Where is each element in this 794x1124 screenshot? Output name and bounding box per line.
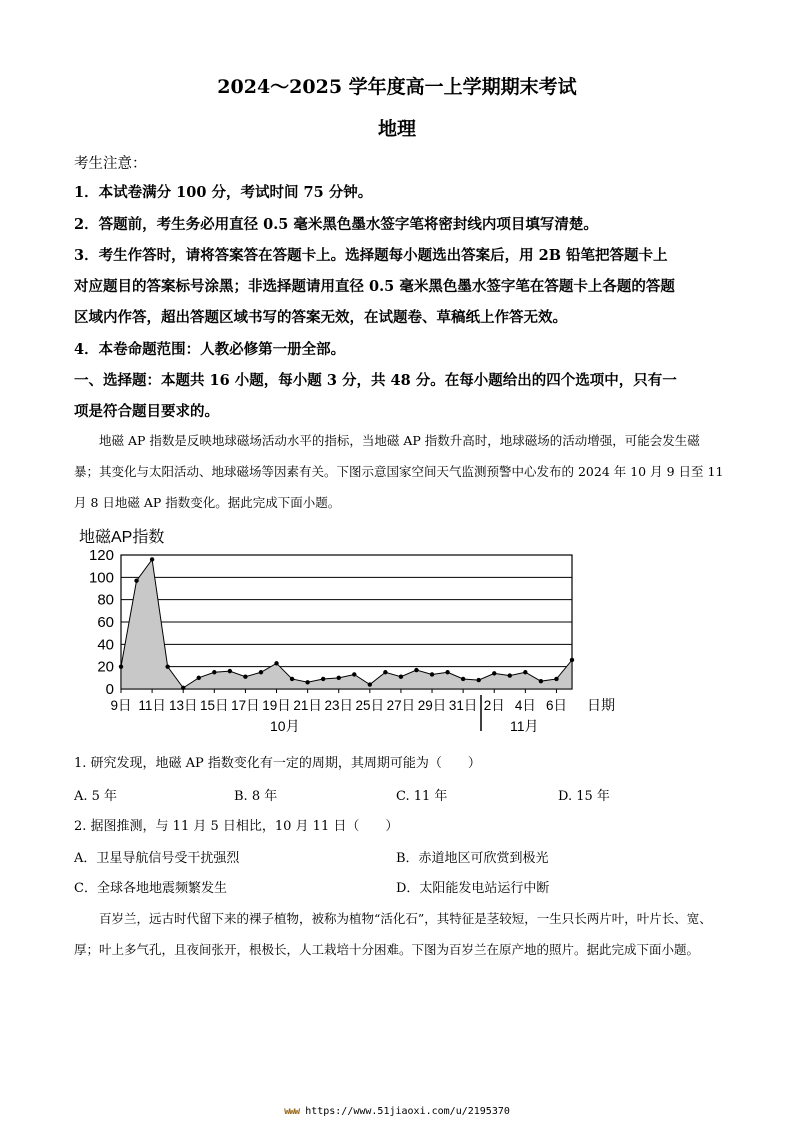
section-heading-line2: 项是符合题目要求的。 [74, 403, 219, 420]
data-point [274, 661, 278, 665]
q1-option-b: B. 8 年 [234, 789, 278, 804]
notes-heading: 考生注意： [74, 156, 147, 172]
passage-ap-index: 地磁 AP 指数是反映地球磁场活动水平的指标，当地磁 AP 指数升高时，地球磁场的活动增强，可能会发生磁暴；其变化与太阳活动、地球磁场等因素有关。下图示意国家空间天气监测预警中心发布的 2024 年 10 月 9 日至 11 月 8 日地磁 AP 指数变化。据此完成下面小题。 [74, 433, 724, 510]
x-tick-label: 31日 [448, 698, 478, 713]
data-point [539, 679, 543, 683]
note-item-4: 4．本卷命题范围：人教必修第一册全部。 [74, 341, 346, 358]
data-point [321, 677, 325, 681]
x-tick-label: 13日 [168, 698, 198, 713]
q1-option-d: D. 15 年 [558, 789, 610, 804]
data-point [165, 664, 169, 668]
subject-title: 地理 [377, 118, 416, 140]
question-1: 1. 研究发现，地磁 AP 指数变化有一定的周期，其周期可能为（ ） [74, 756, 481, 771]
data-point [228, 669, 232, 673]
q2-option-b: B．赤道地区可欣赏到极光 [396, 851, 549, 866]
y-tick-label: 80 [97, 591, 114, 609]
y-tick-label: 100 [88, 569, 114, 587]
data-point [570, 658, 574, 662]
x-tick-label: 15日 [200, 698, 229, 713]
exam-title: 2024～2025 学年度高一上学期期末考试 [217, 76, 577, 98]
x-tick-label: 17日 [231, 698, 260, 713]
ap-area [121, 559, 572, 689]
q1-option-c: C. 11 年 [396, 789, 448, 804]
data-point [337, 676, 341, 680]
note-item-3-cont2: 区域内作答，超出答题区域书写的答案无效，在试题卷、草稿纸上作答无效。 [74, 309, 567, 326]
x-tick-label: 25日 [355, 698, 385, 713]
y-tick-label: 120 [88, 547, 114, 564]
data-point [150, 557, 154, 561]
data-point [523, 670, 527, 674]
y-tick-label: 20 [97, 658, 114, 676]
data-point [399, 675, 403, 679]
x-tick-label: 19日 [262, 698, 291, 713]
question-2: 2. 据图推测，与 11 月 5 日相比，10 月 11 日（ ） [74, 819, 399, 834]
page-footer [0, 1106, 794, 1117]
data-point [243, 675, 247, 679]
x-tick-label: 2日 [483, 698, 505, 713]
data-point [461, 677, 465, 681]
data-point [197, 676, 201, 680]
data-point [383, 670, 387, 674]
data-point [352, 672, 356, 676]
footer-logo: www [284, 1106, 300, 1117]
x-tick-label: 4日 [514, 698, 536, 713]
q2-option-c: C．全球各地地震频繁发生 [74, 881, 227, 896]
note-item-3: 3．考生作答时，请将答案答在答题卡上。选择题每小题选出答案后，用 2B 铅笔把答题卡上 [74, 247, 668, 264]
chart-title: 地磁AP指数 [79, 529, 165, 546]
footer-url: https://www.51jiaoxi.com/u/2195370 [305, 1106, 510, 1117]
y-tick-label: 0 [105, 681, 114, 698]
q2-option-a: A．卫星导航信号受干扰强烈 [74, 851, 240, 866]
x-tick-label: 29日 [417, 698, 447, 713]
x-tick-label: 6日 [545, 698, 567, 713]
month-label-oct: 10月 [270, 718, 300, 734]
data-point [414, 668, 418, 672]
ap-index-chart [70, 520, 640, 742]
x-tick-label: 9日 [110, 698, 132, 713]
note-item-3-cont: 对应题目的答案标号涂黑；非选择题请用直径 0.5 毫米黑色墨水签字笔在答题卡上各题的答题 [74, 278, 675, 295]
x-tick-label: 21日 [293, 698, 322, 713]
data-point [134, 578, 138, 582]
data-point [119, 664, 123, 668]
passage-welwitschia: 百岁兰，远古时代留下来的裸子植物，被称为植物“活化石”，其特征是茎较短，一生只长两片叶，叶片长、宽、厚；叶上多气孔，且夜间张开，根极长，人工栽培十分困难。下图为百岁兰在原产地的照片。据此完成下面小题。 [74, 911, 712, 957]
month-label-nov: 11月 [510, 718, 539, 734]
data-point [492, 671, 496, 675]
data-point [259, 670, 263, 674]
note-item-1: 1．本试卷满分 100 分，考试时间 75 分钟。 [74, 184, 373, 201]
x-tick-label: 11日 [138, 698, 166, 713]
data-point [554, 677, 558, 681]
x-axis-label: 日期 [587, 697, 615, 713]
section-heading-line1: 一、选择题：本题共 16 小题，每小题 3 分，共 48 分。在每小题给出的四个选项中，只有一 [74, 372, 677, 389]
data-point [430, 672, 434, 676]
x-tick-label: 27日 [386, 698, 416, 713]
q2-option-d: D．太阳能发电站运行中断 [396, 881, 550, 896]
y-tick-label: 40 [97, 636, 114, 654]
data-point [476, 678, 480, 682]
q1-option-a: A. 5 年 [74, 789, 118, 804]
data-point [290, 677, 294, 681]
y-tick-label: 60 [97, 614, 114, 631]
note-item-2: 2．答题前，考生务必用直径 0.5 毫米黑色墨水签字笔将密封线内项目填写清楚。 [74, 216, 598, 233]
data-point [445, 670, 449, 674]
data-point [368, 682, 372, 686]
data-point [212, 670, 216, 674]
data-point [305, 680, 309, 684]
data-point [508, 673, 512, 677]
x-tick-label: 23日 [324, 698, 353, 713]
